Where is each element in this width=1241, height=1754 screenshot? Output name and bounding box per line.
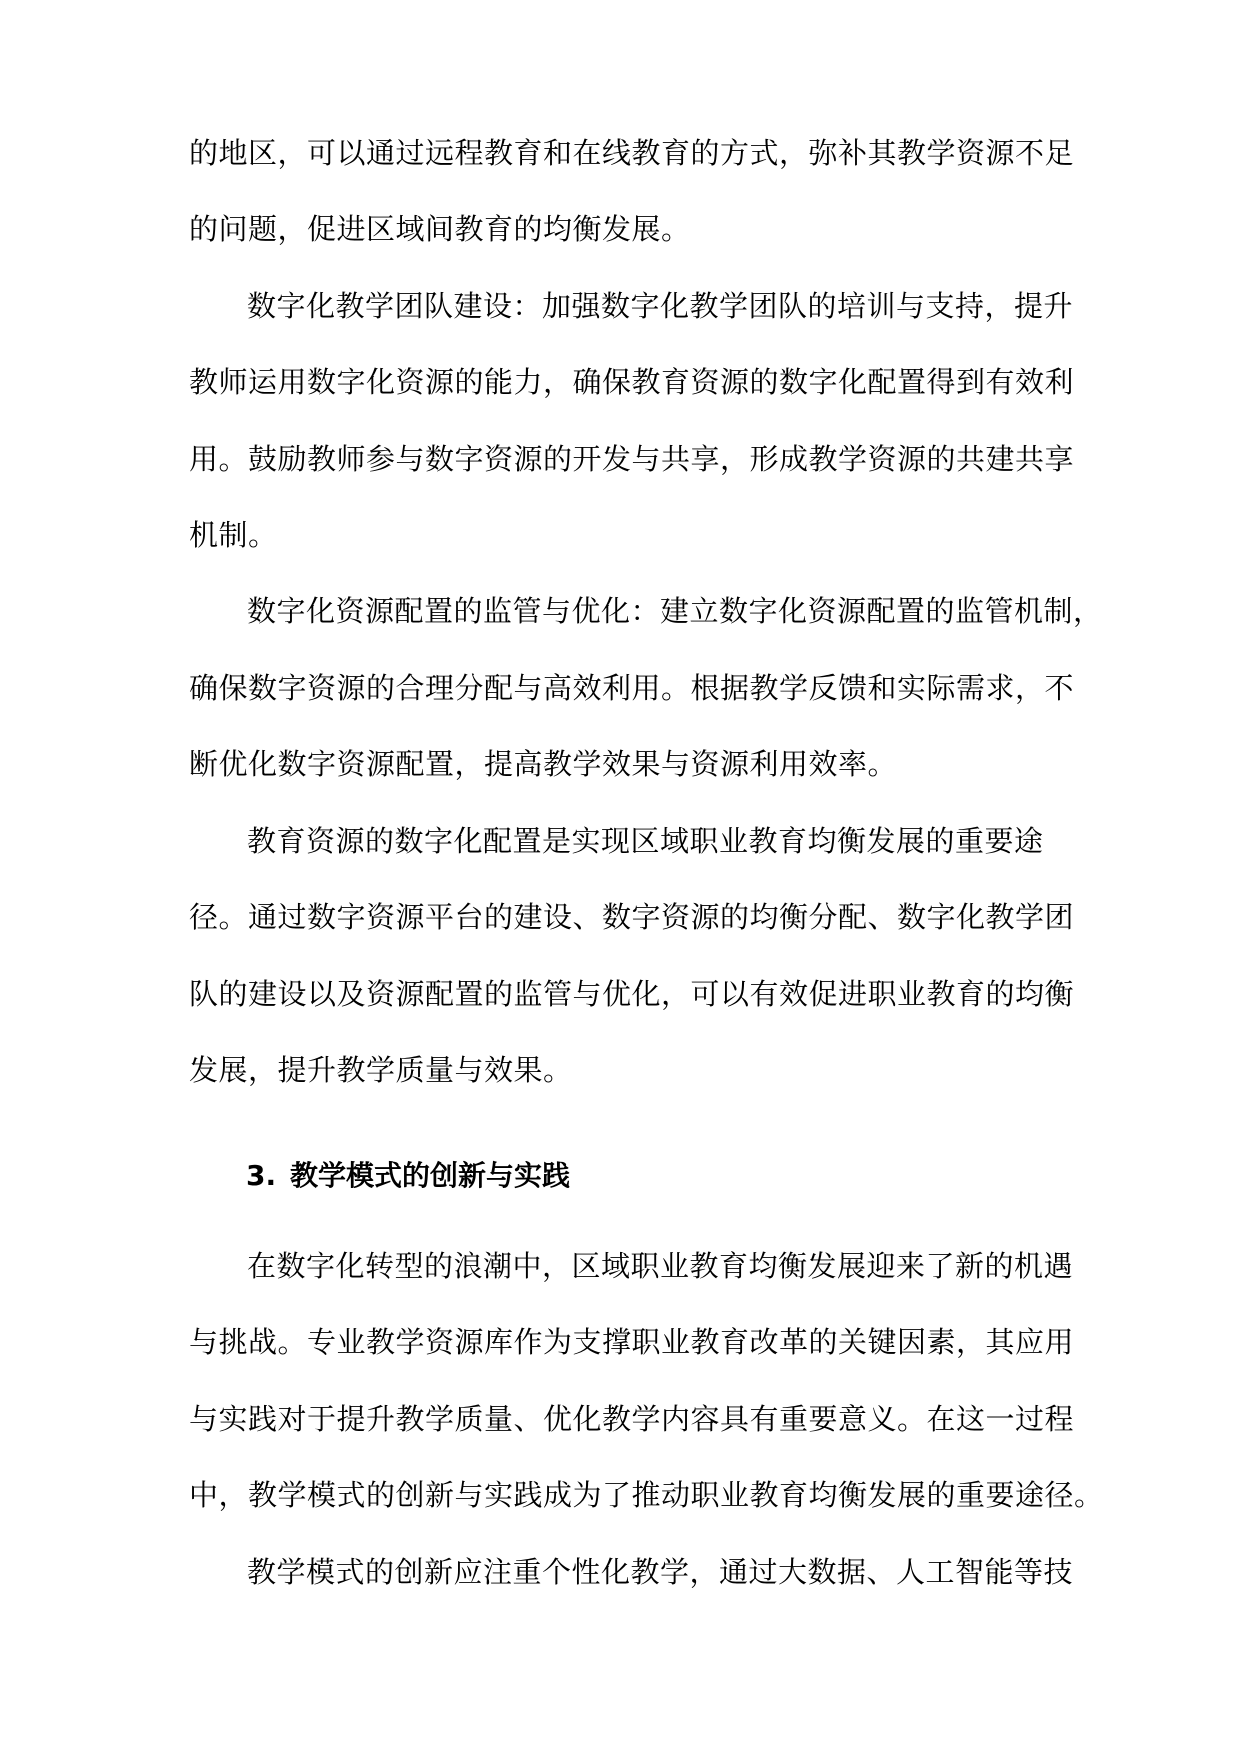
paragraph-line: 径。通过数字资源平台的建设、数字资源的均衡分配、数字化教学团: [189, 900, 1075, 934]
paragraph-line: 队的建设以及资源配置的监管与优化，可以有效促进职业教育的均衡: [189, 977, 1075, 1011]
paragraph-line: 与挑战。专业教学资源库作为支撑职业教育改革的关键因素，其应用: [189, 1325, 1075, 1359]
paragraph-line: 教学模式的创新应注重个性化教学，通过大数据、人工智能等技: [247, 1555, 1074, 1589]
paragraph-line: 中，教学模式的创新与实践成为了推动职业教育均衡发展的重要途径。: [189, 1478, 1104, 1512]
paragraph-line: 数字化教学团队建设：加强数字化教学团队的培训与支持，提升: [247, 289, 1074, 323]
paragraph-line: 的地区，可以通过远程教育和在线教育的方式，弥补其教学资源不足: [189, 136, 1075, 170]
section-heading: [246, 1156, 570, 1196]
paragraph-line: 数字化资源配置的监管与优化：建立数字化资源配置的监管机制，: [247, 594, 1103, 628]
paragraph-line: 与实践对于提升教学质量、优化教学内容具有重要意义。在这一过程: [189, 1402, 1075, 1436]
paragraph-line: 机制。: [189, 518, 278, 552]
paragraph-line: 在数字化转型的浪潮中，区域职业教育均衡发展迎来了新的机遇: [247, 1249, 1074, 1283]
section-number: 3.: [246, 1159, 277, 1192]
paragraph-line: 确保数字资源的合理分配与高效利用。根据教学反馈和实际需求，不: [189, 671, 1075, 705]
paragraph-line: 教育资源的数字化配置是实现区域职业教育均衡发展的重要途: [247, 824, 1044, 858]
paragraph-line: 用。鼓励教师参与数字资源的开发与共享，形成教学资源的共建共享: [189, 442, 1075, 476]
paragraph-line: 断优化数字资源配置，提高教学效果与资源利用效率。: [189, 747, 898, 781]
paragraph-line: 教师运用数字化资源的能力，确保教育资源的数字化配置得到有效利: [189, 365, 1075, 399]
section-title: 教学模式的创新与实践: [290, 1159, 571, 1192]
paragraph-line: 发展，提升教学质量与效果。: [189, 1053, 573, 1087]
paragraph-line: 的问题，促进区域间教育的均衡发展。: [189, 212, 691, 246]
